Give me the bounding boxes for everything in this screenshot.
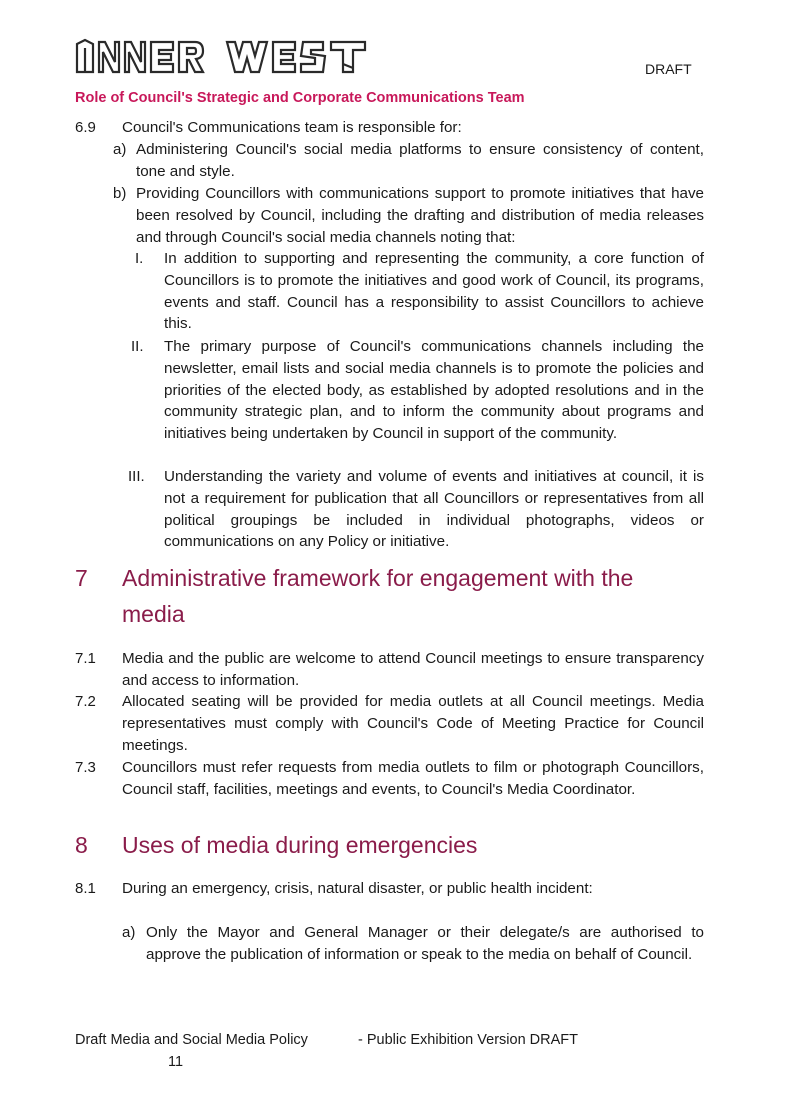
clause-text: Councillors must refer requests from media outlets to film or photograph Councillors, Council staff, facilities, meetings and events, to Council's Media Coordinator. xyxy=(122,759,704,798)
sublist-marker: III. xyxy=(128,468,145,485)
inner-west-logo xyxy=(75,38,370,76)
clause-number: 7.2 xyxy=(75,693,96,710)
clause-number: 6.9 xyxy=(75,119,96,136)
list-item-text: Only the Mayor and General Manager or their delegate/s are authorised to approve the publication of information or speak to the media on behalf of Council. xyxy=(146,924,704,963)
list-item-text: Providing Councillors with communications support to promote initiatives that have been resolved by Council, including the drafting and distribution of media releases and through Council's social media channels noting that: xyxy=(136,185,704,246)
clause-number: 7.1 xyxy=(75,650,96,667)
list-marker: a) xyxy=(113,141,127,158)
section-title: Uses of media during emergencies xyxy=(122,832,478,858)
section-number: 8 xyxy=(75,832,88,858)
list-marker: b) xyxy=(113,185,127,202)
footer-version: - Public Exhibition Version DRAFT xyxy=(358,1032,578,1048)
list-marker: a) xyxy=(122,924,136,941)
clause-number: 7.3 xyxy=(75,759,96,776)
page-number: 11 xyxy=(168,1054,184,1070)
clause-number: 8.1 xyxy=(75,880,96,897)
sublist-item-text: Understanding the variety and volume of events and initiatives at council, it is not a requirement for publication that all Councillors or representatives from all political groupings be included in individual photographs, videos or communications on any Policy or initiative. xyxy=(164,468,704,551)
footer-title: Draft Media and Social Media Policy xyxy=(75,1032,308,1048)
list-item-text: Administering Council's social media platforms to ensure consistency of content, tone and style. xyxy=(136,141,704,180)
section-title: Administrative framework for engagement with the xyxy=(122,565,634,591)
section-title-continued: media xyxy=(122,601,185,627)
section-heading: Role of Council's Strategic and Corporate Communications Team xyxy=(75,90,525,106)
draft-label: DRAFT xyxy=(645,61,692,77)
section-number: 7 xyxy=(75,565,88,591)
sublist-item-text: In addition to supporting and representing the community, a core function of Councillors is to promote the initiatives and good work of Council, its programs, events and staff. Council has a responsibility to assist Councillors to achieve this. xyxy=(164,250,704,333)
clause-text: During an emergency, crisis, natural disaster, or public health incident: xyxy=(122,880,593,897)
clause-text: Allocated seating will be provided for media outlets at all Council meetings. Media representatives must comply with Council's Code of Meeting Practice for Council meetings. xyxy=(122,693,704,754)
clause-text: Media and the public are welcome to attend Council meetings to ensure transparency and access to information. xyxy=(122,650,704,689)
sublist-marker: I. xyxy=(135,250,144,267)
sublist-item-text: The primary purpose of Council's communications channels including the newsletter, email lists and social media channels is to promote the policies and priorities of the elected body, as established by adopted resolutions and in the community strategic plan, and to inform the community about programs and initiatives being undertaken by Council in support of the community. xyxy=(164,338,704,443)
sublist-marker: II. xyxy=(131,338,144,355)
clause-intro: Council's Communications team is responsible for: xyxy=(122,119,462,136)
